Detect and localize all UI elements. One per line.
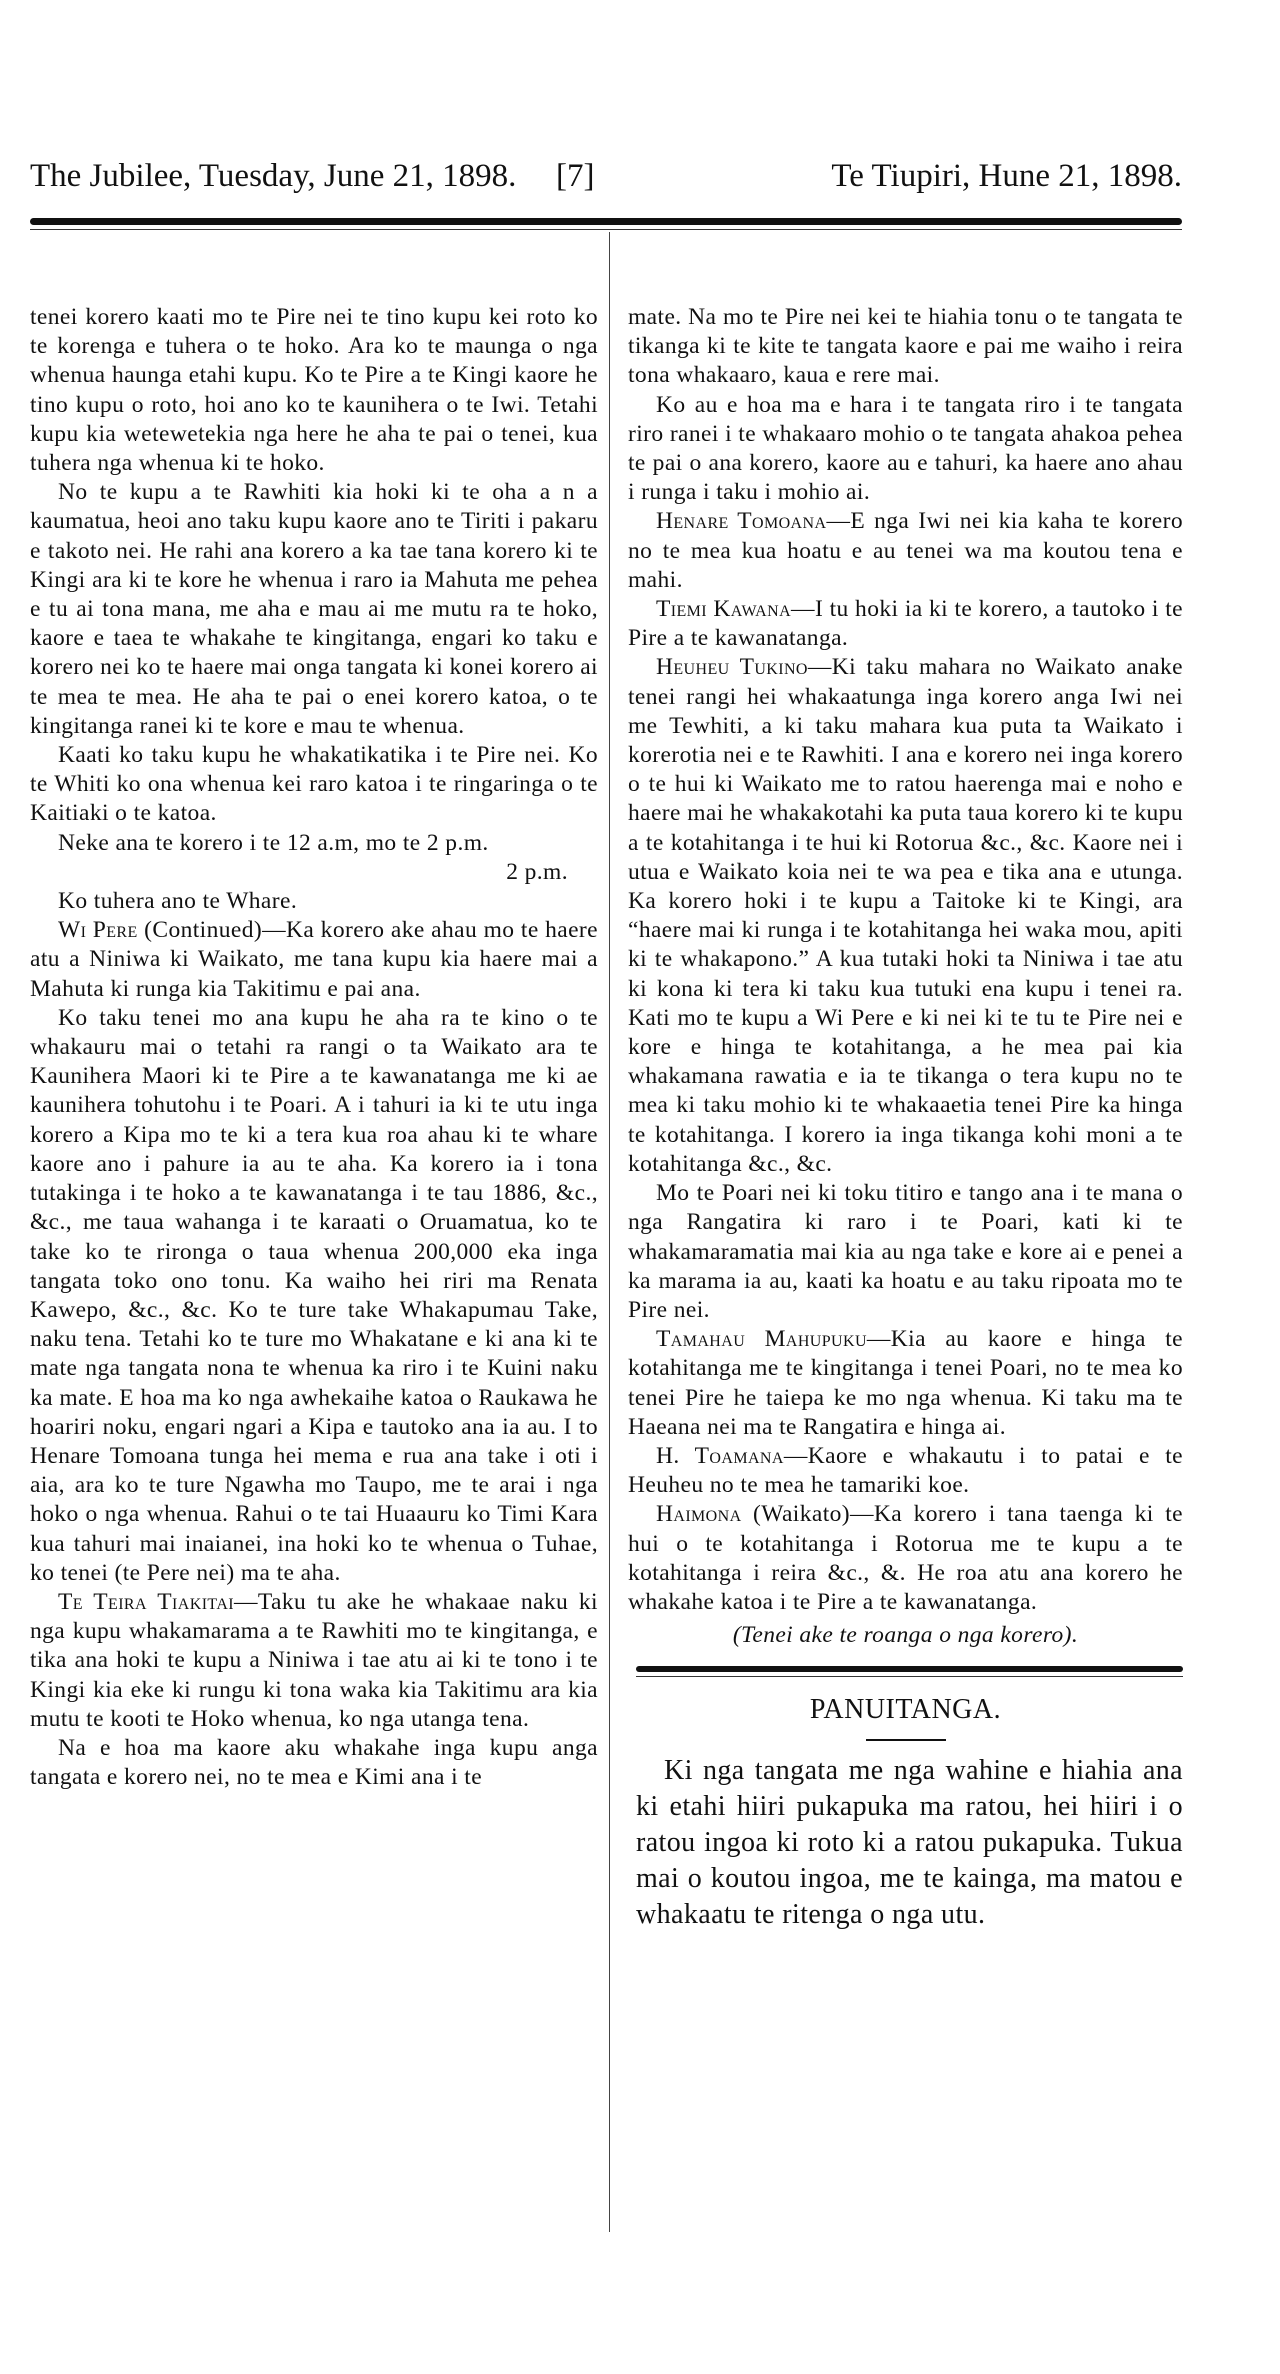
- header-rule: [30, 218, 1182, 225]
- speech-text: —Ki taku mahara no Waikato anake tenei rangi hei whakaatunga inga korero anga Iwi nei me Tewhiti, a ki taku mahara kua puta ta Waikato i korerotia nei e te Rawhiti. I ana e korero nei inga korero o te hui ki Waikato me to ratou haerenga mai e noho e haere mai he whakakotahi ka puta taua korero ki te kupu a te kotahitanga i te hui ki Rotorua &c., &c. Kaore nei i utua e Waikato koia nei te wa pea e tika ana e utunga. Ka korero hoki i te kupu a Taitoke ki te Kingi, ara “haere mai ki runga i te kotahitanga hei waka mou, apiti ki te whakapono.” A kua tutaki hoki ta Niniwa i tae atu ki kona ki tera ki taku kua tutuki ena kupu i tenei ra. Kati mo te kupu a Wi Pere e ki nei ki te tu te Pire nei e kore e hinga te kotahitanga, a he mea pai kia whakamana rawatia e ia te tikanga o tera kupu no te mea ki taku mohio ki te whakaaetia tenei Pire ka hinga te kotahitanga. I korero ia inga tikanga kohi moni a te kotahitanga &c., &c.: [628, 654, 1183, 1177]
- section-rule-thin: [636, 1676, 1183, 1677]
- speech-paragraph: [628, 1442, 1183, 1500]
- speaker-name: Wi Pere: [58, 917, 138, 944]
- notice-text: Ki nga tangata me nga wahine e hiahia ana ki etahi hiiri pukapuka ma ratou, hei hiiri i o ratou ingoa ki roto ki a ratou pukapuka. Tukua mai o koutou ingoa, me te kainga, ma matou e whakaatu te ritenga o nga utu.: [636, 1754, 1183, 1930]
- speech-paragraph: [628, 595, 1183, 653]
- title-underline: [866, 1739, 946, 1741]
- speech-text: —Kia au kaore e hinga te kotahitanga me te kingitanga i tenei Poari, no te mea ko tenei Pire he taiepa ke mo nga whenua. Ki taku ma te Haeana nei ma te Rangatira e hinga ai.: [628, 1326, 1183, 1440]
- paragraph: Mo te Poari nei ki toku titiro e tango ana i te mana o nga Rangatira ki raro i te Poari, kati ki te whakamaramatia mai kia au nga take e kore ai e penei a ka marama ia au, kaati ka hoatu e au taku ripoata mo te Pire nei.: [628, 1180, 1183, 1323]
- speech-paragraph: [628, 1500, 1183, 1617]
- adjournment-note: Neke ana te korero i te 12 a.m, mo te 2 p.m.: [58, 829, 489, 856]
- paragraph: Na e hoa ma kaore aku whakahe inga kupu anga tangata e korero nei, no te mea e Kimi ana i te: [30, 1734, 598, 1791]
- speaker-name: Tiemi Kawana: [656, 596, 792, 623]
- speech-text: (Continued)—Ka korero ake ahau mo te haere atu a Niniwa ki Waikato, me tana kupu kia haere mai a Mahuta ki runga kia Takitimu e pai ana.: [30, 917, 598, 1002]
- left-column: [30, 303, 598, 1792]
- paragraph: Ko tuhera ano te Whare.: [58, 888, 298, 915]
- column-divider: [609, 232, 610, 2232]
- speaker-name: H. Toamana: [656, 1442, 784, 1469]
- speech-text: (Waikato)—Ka korero i tana taenga ki te hui o te kotahitanga i Rotorua me te kupu a te kotahitanga i reira &c., &. He roa atu ana korero he whakahe katoa i te Pire a te kawanatanga.: [628, 1501, 1183, 1615]
- speech-paragraph: [628, 507, 1183, 595]
- speaker-name: Te Teira Tiakitai: [58, 1588, 234, 1615]
- speech-text: —Taku tu ake he whakaae naku ki nga kupu whakamarama a te Rawhiti mo te kingitanga, e tika ana hoki te kupu a Niniwa i tae atu ai ki te tono i te Kingi kia eke ki rungu ki tona waka kia Takitimu ara kia mutu te kooti te Hoko whenua, ko nga utanga tena.: [30, 1588, 598, 1732]
- masthead-english: The Jubilee, Tuesday, June 21, 1898.: [30, 158, 517, 194]
- paragraph: mate. Na mo te Pire nei kei te hiahia tonu o te tangata te tikanga ki te kite te tangata kaore e pai me waiho i reira tona whakaaro, kaua e rere mai.: [628, 304, 1183, 389]
- speech-text: —Kaore e whakautu i to patai e te Heuheu no te mea he tamariki koe.: [628, 1442, 1184, 1499]
- notice-title: PANUITANGA.: [809, 1694, 1002, 1726]
- masthead-maori: Te Tiupiri, Hune 21, 1898.: [831, 158, 1182, 194]
- speech-paragraph: [628, 1325, 1183, 1442]
- speech-text: —E nga Iwi nei kia kaha te korero no te mea kua hoatu e au tenei wa ma koutou tena e mahi.: [628, 508, 1183, 593]
- speech-paragraph: [30, 1588, 598, 1734]
- section-rule: [636, 1666, 1183, 1672]
- speech-paragraph: [30, 916, 598, 1004]
- continued-note: (Tenei ake te roanga o nga korero).: [732, 1622, 1079, 1649]
- speaker-name: Tamahau Mahupuku: [656, 1326, 867, 1353]
- speech-paragraph: [628, 653, 1183, 1179]
- page-number: [7]: [556, 158, 595, 194]
- speech-text: —I tu hoki ia ki te korero, a tautoko i te Pire a te kawanatanga.: [628, 596, 1183, 652]
- paragraph: tenei korero kaati mo te Pire nei te tino kupu kei roto ko te korenga e tuhera o te hoko. Ara ko te maunga o nga whenua haunga etahi kupu. Ko te Pire a te Kingi kaore he tino kupu o roto, hoi ano ko te kaunihera o te Iwi. Tetahi kupu kia wetewetekia nga here he aha te pai o tenei, kua tuhera nga whenua ki te hoko.: [30, 304, 598, 477]
- header-rule-thin: [30, 229, 1182, 230]
- speaker-name: Henare Tomoana: [656, 508, 827, 535]
- paragraph: No te kupu a te Rawhiti kia hoki ki te oha a n a kaumatua, heoi ano taku kupu kaore ano te Tiriti i pakaru e takoto nei. He rahi ana korero a ka tae tana korero ki te Kingi ara ki te kore he whenua i raro ia Mahuta me pehea e tu ai tona mana, me aha e mau ai me mutu ra te hoko, kaore e taea te whakahe te kingitanga, engari ko taku e korero nei ko te haere mai onga tangata ki konei korero ai te mea te mea. He aha te pai o enei korero katoa, o te kingitanga ranei ki te kore e mau te whenua.: [30, 479, 598, 739]
- speaker-name: Heuheu Tukino: [656, 654, 808, 681]
- right-column: [628, 303, 1183, 1933]
- speaker-name: Haimona: [656, 1501, 742, 1528]
- paragraph: Ko au e hoa ma e hara i te tangata riro i te tangata riro ranei i te whakaaro mohio o te tangata ahakoa pehea te pai o ana korero, kaore au e tahuri, ka haere ano ahau i runga i taku i mohio ai.: [628, 391, 1183, 506]
- time-marker: 2 p.m.: [506, 858, 568, 885]
- paragraph: Kaati ko taku kupu he whakatikatika i te Pire nei. Ko te Whiti ko ona whenua kei raro katoa i te ringaringa o te Kaitiaki o te katoa.: [30, 742, 598, 827]
- paragraph: Ko taku tenei mo ana kupu he aha ra te kino o te whakauru mai o tetahi ra rangi o ta Waikato ara te Kaunihera Maori ki te Pire a te kawanatanga me ki ae kaunihera tohutohu i te Poari. A i tahuri ia ki te utu inga korero a Kipa mo te ki a tera kua roa ahau ki te whare kaore ano i pahure ia au te aha. Ka korero ia i tona tutakinga i te hoko a te kawanatanga i te tau 1886, &c., &c., me taua wahanga i te karaati o Oruamatua, ko te take ko te rironga o taua whenua 200,000 eka inga tangata toko ono tonu. Ka waiho hei riri ma Renata Kawepo, &c., &c. Ko te ture take Whakapumau Take, naku tena. Tetahi ko te ture mo Whakatane e ki ana ki te mate nga tangata nona te whenua ka riro i te Kuini naku ka mate. E hoa ma ko nga awhekaihe katoa o Raukawa he hoariri noku, engari ngari a Kipa e tautoko ana ia au. I to Henare Tomoana tunga hei mema e rua ana take i oti i aia, ara ko te ture Ngawha mo Taupo, me te arai i nga hoko o nga whenua. Rahui o te tai Huaauru ko Timi Kara kua tahuri mai inaianei, ina hoki ko te whenua o Tuhae, ko tenei (te Pere nei) ma te aha.: [30, 1004, 598, 1586]
